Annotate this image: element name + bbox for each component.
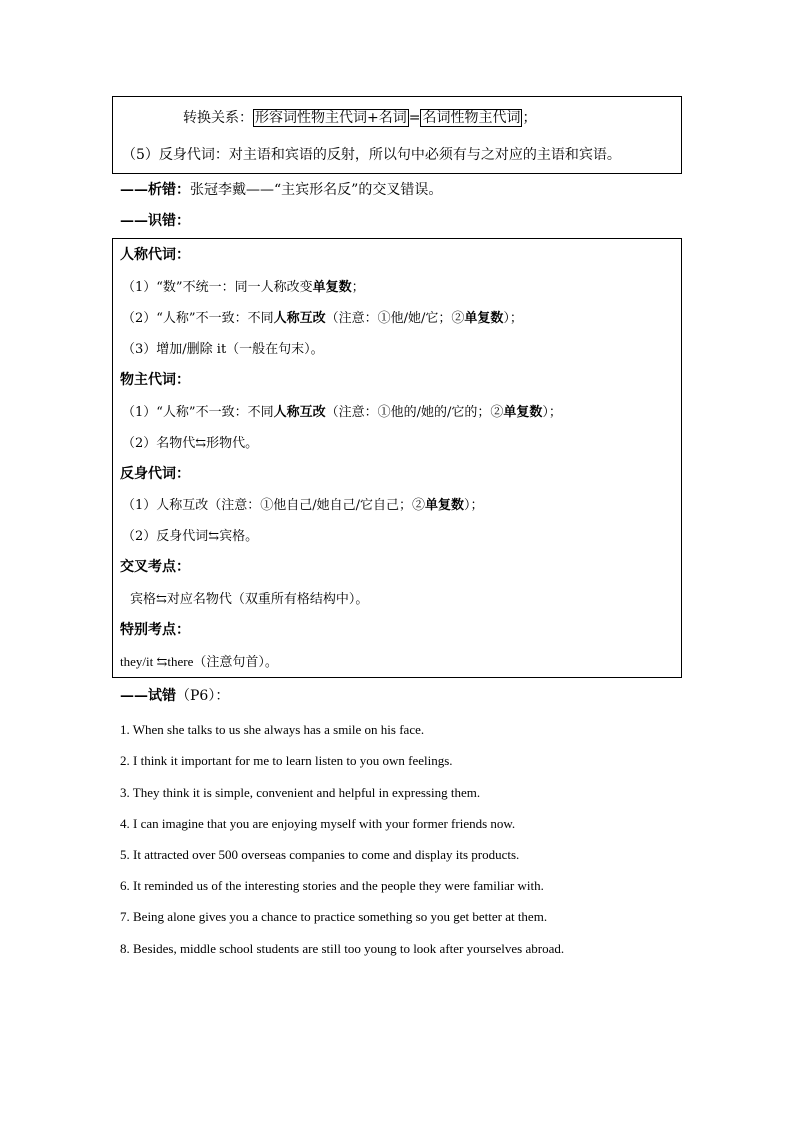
formula-noun-possessive: 名词性物主代词 [422,110,521,126]
cross-point-heading: 交叉考点： [120,559,190,575]
practice-sentence-6: 6. It reminded us of the interesting stories and the people they were familiar with. [120,878,544,893]
personal-rule-3: （3）增加/删除 it（一般在句末）。 [122,342,324,357]
formula-adjective-possessive: 形容词性物主代词+名词 [255,110,407,126]
personal-rule-2: （2）“人称”不一致：不同人称互改（注意：①他/她/它；②单复数）； [122,311,523,326]
conversion-label: 转换关系： [183,110,253,126]
practice-sentence-1: 1. When she talks to us she always has a smile on his face. [120,722,425,737]
personal-rule-1: （1）“数”不统一：同一人称改变单复数； [122,280,365,295]
practice-sentence-4: 4. I can imagine that you are enjoying myself with your former friends now. [120,816,516,831]
reflexive-rule-1: （1）人称互改（注意：①他自己/她自己/它自己；②单复数）； [122,498,484,513]
practice-sentence-2: 2. I think it important for me to learn listen to you own feelings. [120,753,453,768]
cross-point-rule: 宾格⇆对应名物代（双重所有格结构中）。 [130,592,369,607]
conversion-line [183,111,536,125]
practice-sentence-8: 8. Besides, middle school students are still too young to look after yourselves abroad. [120,941,565,956]
special-point-rule: they/it ⇆there（注意句首）。 [120,654,278,670]
practice-sentence-5: 5. It attracted over 500 overseas companies to come and display its products. [120,847,520,862]
rules-box [112,238,682,678]
special-point-heading: 特别考点： [120,622,190,638]
identify-label: ——识错： [120,213,190,229]
analysis-label: ——析错： [120,182,190,198]
practice-page-ref: （P6）： [176,688,230,704]
analysis-line [120,183,442,197]
possessive-rule-2: （2）名物代⇆形物代。 [122,436,259,451]
reflexive-pronoun-heading: 反身代词： [120,466,190,482]
formula-equals: = [408,110,421,126]
practice-sentence-7: 7. Being alone gives you a chance to practice something so you get better at them. [120,909,548,924]
practice-label: ——试错 [120,688,176,704]
practice-sentence-3: 3. They think it is simple, convenient and helpful in expressing them. [120,785,481,800]
possessive-rule-1: （1）“人称”不一致：不同人称互改（注意：①他的/她的/它的；②单复数）； [122,405,562,420]
personal-pronoun-heading: 人称代词： [120,247,190,263]
possessive-pronoun-heading: 物主代词： [120,372,190,388]
analysis-text: 张冠李戴——“主宾形名反”的交叉错误。 [190,182,443,198]
practice-line [120,689,229,703]
reflexive-definition: （5）反身代词：对主语和宾语的反射，所以句中必须有与之对应的主语和宾语。 [122,147,621,163]
formula-end: ； [522,110,537,126]
reflexive-rule-2: （2）反身代词⇆宾格。 [122,529,259,544]
